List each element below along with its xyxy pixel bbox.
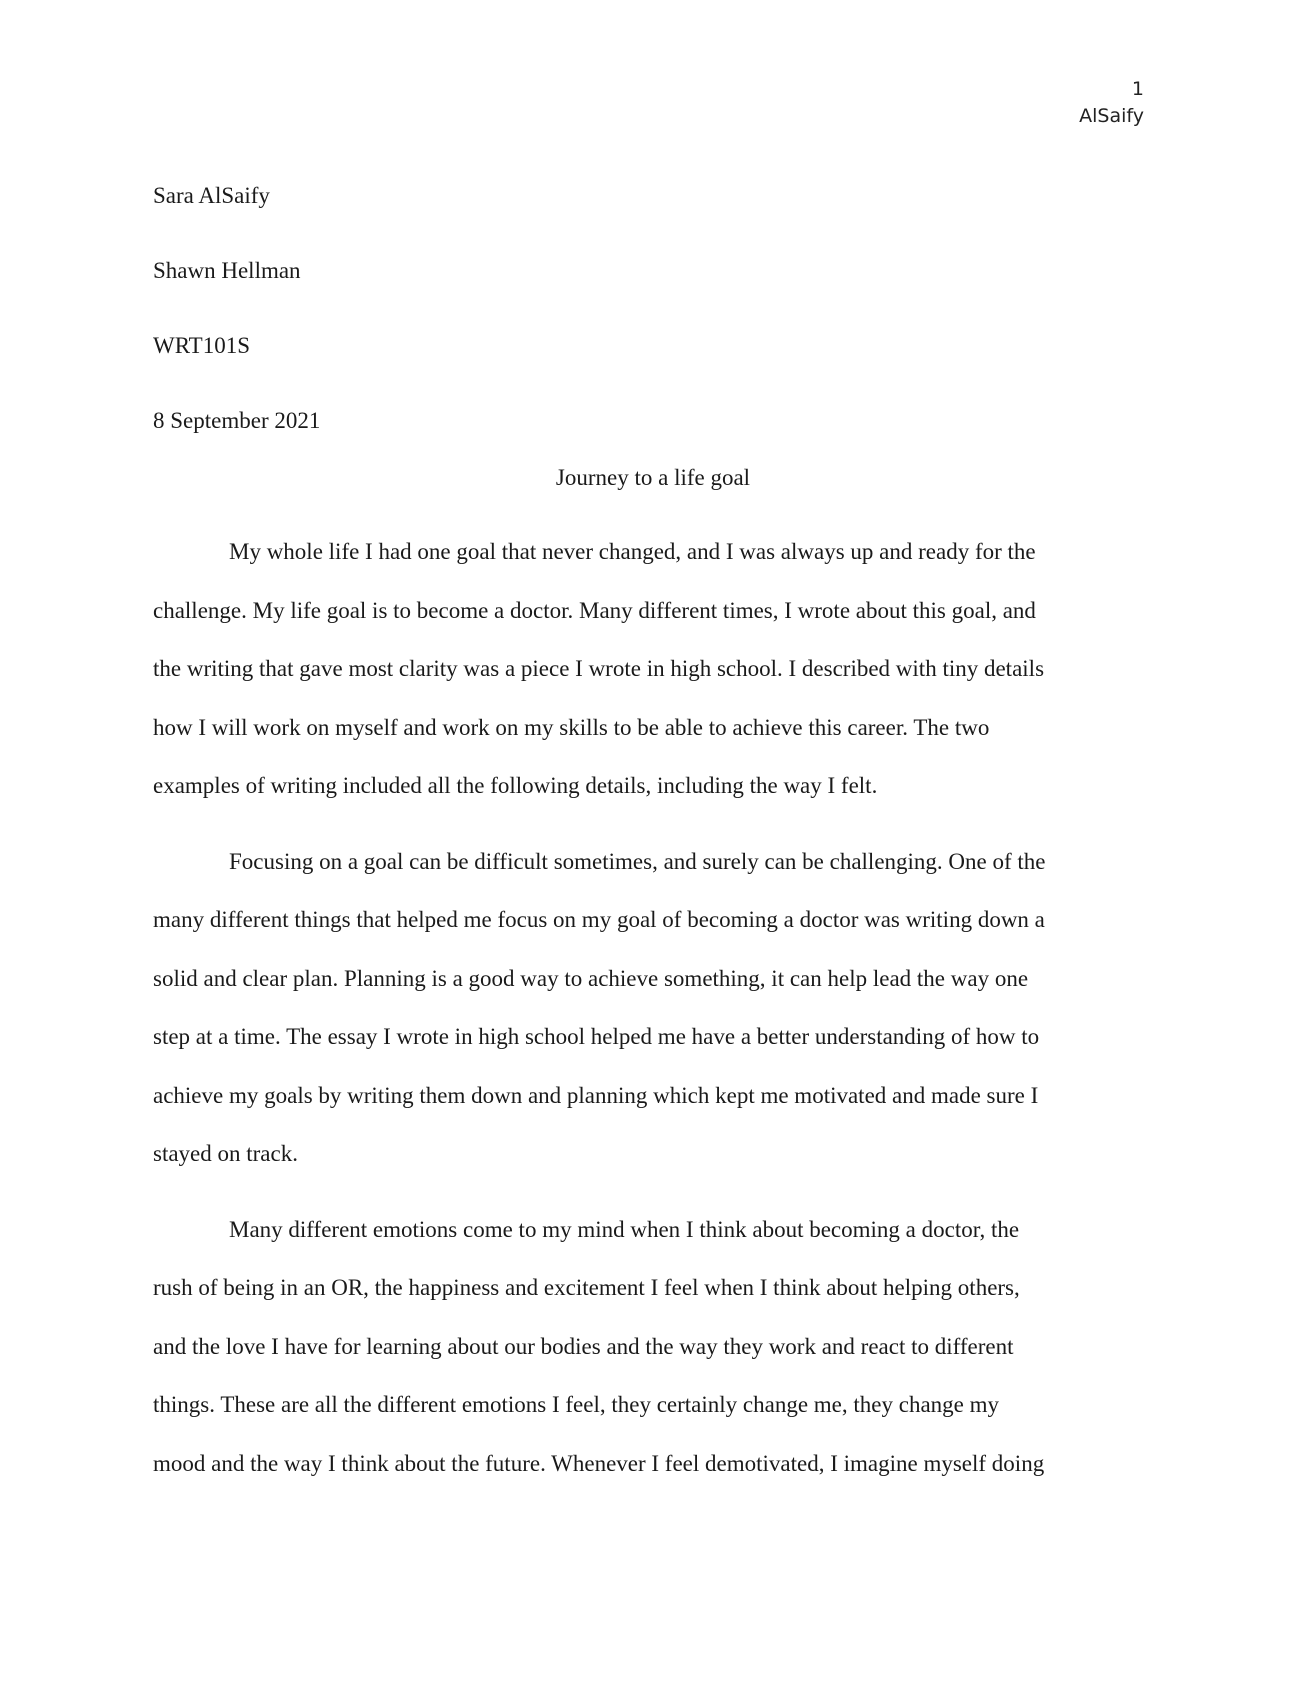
text-line: the writing that gave most clarity was a piece I wrote in high school. I described with tiny details — [153, 656, 1045, 681]
text-line: things. These are all the different emotions I feel, they certainly change me, they change my — [153, 1392, 1000, 1417]
running-head — [1079, 76, 1144, 130]
text-line: stayed on track. — [153, 1141, 298, 1166]
paragraph-1 — [153, 532, 1145, 825]
text-line: mood and the way I think about the future. Whenever I feel demotivated, I imagine myself doing — [153, 1450, 1045, 1476]
author-surname-header: AlSaify — [1079, 105, 1144, 127]
text-line: and the love I have for learning about our bodies and the way they work and react to different — [153, 1333, 1014, 1359]
text-line: achieve my goals by writing them down and planning which kept me motivated and made sure I — [153, 1082, 1039, 1108]
instructor-name: Shawn Hellman — [153, 258, 301, 283]
text-line: solid and clear plan. Planning is a good way to achieve something, it can help lead the way one — [153, 965, 1029, 991]
paragraph-2 — [153, 842, 1145, 1193]
page-number: 1 — [1131, 78, 1144, 100]
text-line: Many different emotions come to my mind when I think about becoming a doctor, the — [229, 1216, 1020, 1242]
text-line: Focusing on a goal can be difficult sometimes, and surely can be challenging. One of the — [229, 848, 1046, 874]
text-line: how I will work on myself and work on my skills to be able to achieve this career. The two — [153, 714, 990, 740]
text-line: examples of writing included all the following details, including the way I felt. — [153, 773, 878, 798]
text-line: challenge. My life goal is to become a doctor. Many different times, I wrote about this goal, and — [153, 597, 1036, 623]
text-line: step at a time. The essay I wrote in high school helped me have a better understanding of how to — [153, 1024, 1040, 1049]
date: 8 September 2021 — [153, 408, 321, 433]
student-name: Sara AlSaify — [153, 183, 270, 208]
text-line: rush of being in an OR, the happiness and excitement I feel when I think about helping others, — [153, 1275, 1020, 1300]
essay-body — [153, 532, 1145, 1519]
course-code: WRT101S — [153, 333, 251, 358]
paragraph-3 — [153, 1210, 1145, 1503]
text-line: many different things that helped me focus on my goal of becoming a doctor was writing down a — [153, 907, 1045, 932]
mla-heading — [153, 158, 320, 458]
essay-title: Journey to a life goal — [555, 465, 751, 490]
text-line: My whole life I had one goal that never changed, and I was always up and ready for the — [229, 539, 1036, 564]
